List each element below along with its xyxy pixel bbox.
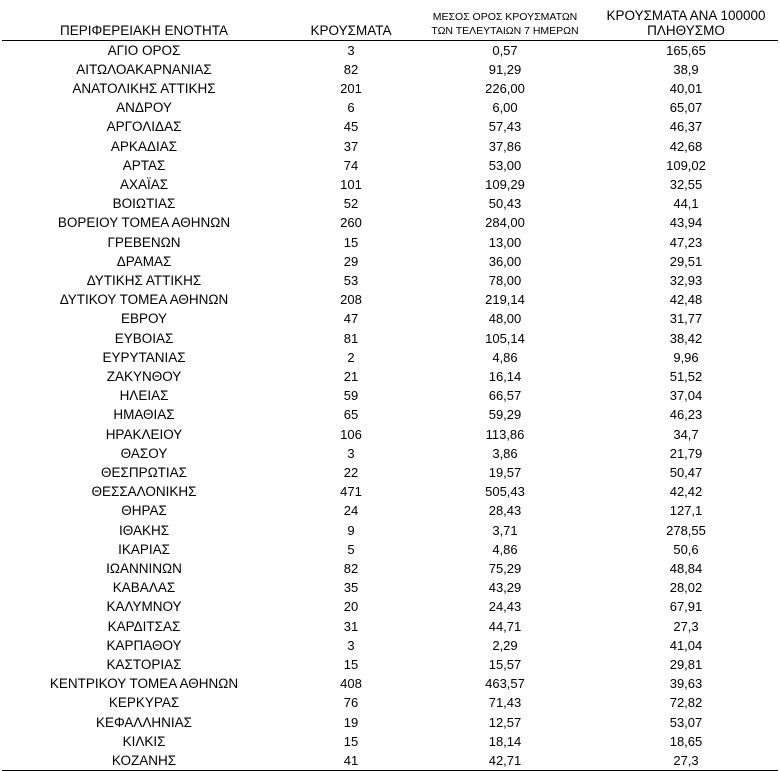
cell-per-100k: 109,02 (666, 157, 706, 173)
cell-cases: 3 (347, 42, 355, 58)
cell-avg: 37,86 (488, 138, 522, 154)
cell-cases: 408 (340, 676, 362, 692)
cell-cases: 47 (343, 311, 359, 327)
table-row (2, 655, 778, 674)
cell-per-100k: 46,23 (669, 407, 703, 423)
header-per-line2: ΠΛΗΘΥΣΜΟ (647, 22, 725, 38)
cell-per-100k: 38,42 (669, 330, 703, 346)
cell-region: ΑΡΓΟΛΙΔΑΣ (106, 119, 182, 135)
header-region (2, 0, 286, 40)
cell-avg: 4,86 (492, 349, 518, 365)
cell-region: ΕΥΡΥΤΑΝΙΑΣ (102, 349, 186, 365)
cell-avg: 66,57 (488, 388, 522, 404)
cell-avg: 226,00 (485, 80, 525, 96)
table-row (2, 674, 778, 693)
cell-per-100k: 165,65 (666, 42, 706, 58)
cell-cases: 2 (347, 349, 355, 365)
cell-per-100k: 9,96 (673, 349, 699, 365)
cell-cases: 101 (340, 176, 362, 192)
cell-per-100k: 34,7 (673, 426, 699, 442)
cell-avg: 0,57 (492, 42, 518, 58)
cell-cases: 52 (343, 196, 359, 212)
cell-per-100k: 38,9 (673, 61, 699, 77)
cell-region: ΙΚΑΡΙΑΣ (118, 541, 170, 557)
cell-cases: 41 (286, 751, 416, 771)
cell-per-100k: 42,68 (669, 138, 703, 154)
cell-avg: 75,29 (488, 560, 522, 576)
cell-avg: 16,14 (488, 368, 522, 384)
cell-cases: 21 (343, 368, 359, 384)
cell-per-100k: 46,37 (669, 119, 703, 135)
table-row (2, 137, 778, 156)
cell-cases: 37 (343, 138, 359, 154)
cell-avg: 105,14 (485, 330, 525, 346)
cell-avg: 109,29 (485, 176, 525, 192)
cell-avg: 15,57 (488, 657, 522, 672)
cell-region: ΘΕΣΣΑΛΟΝΙΚΗΣ (91, 484, 197, 500)
cell-per-100k: 42,48 (669, 292, 703, 308)
cell-region: ΚΑΒΑΛΑΣ (112, 580, 176, 596)
cell-cases: 3 (347, 637, 355, 653)
cell-per-100k: 29,81 (669, 657, 703, 672)
cell-per-100k: 48,84 (669, 560, 703, 576)
cell-cases: 35 (343, 580, 359, 596)
cell-region: ΕΥΒΟΙΑΣ (114, 330, 174, 346)
cell-region: ΚΕΡΚΥΡΑΣ (108, 695, 180, 711)
cell-avg: 28,43 (488, 503, 522, 519)
cell-avg: 505,43 (485, 484, 525, 500)
cell-region: ΗΜΑΘΙΑΣ (113, 407, 175, 423)
cell-region: ΚΟΖΑΝΗΣ (2, 751, 286, 771)
cell-per-100k: 37,04 (669, 388, 703, 404)
cell-cases: 29 (343, 253, 359, 269)
cell-per-100k: 278,55 (666, 522, 706, 538)
header-per-100k (594, 0, 778, 40)
cell-cases: 208 (340, 292, 362, 308)
cell-region: ΔΡΑΜΑΣ (116, 253, 172, 269)
cell-avg: 3,71 (492, 522, 518, 538)
cell-avg: 219,14 (485, 292, 525, 308)
cell-region: ΗΡΑΚΛΕΙΟΥ (105, 426, 183, 442)
table-row (2, 405, 778, 424)
cell-cases: 74 (343, 157, 359, 173)
cell-per-100k: 50,6 (673, 541, 699, 557)
table-row (2, 617, 778, 636)
cell-avg: 50,43 (488, 196, 522, 212)
header-row (2, 0, 778, 40)
cell-per-100k: 127,1 (669, 503, 703, 519)
cell-region: ΘΗΡΑΣ (121, 503, 167, 519)
cell-cases: 82 (343, 560, 359, 576)
cell-cases: 106 (340, 426, 362, 442)
cell-region: ΒΟΡΕΙΟΥ ΤΟΜΕΑ ΑΘΗΝΩΝ (57, 215, 231, 231)
cell-cases: 201 (340, 80, 362, 96)
cell-cases: 31 (343, 618, 359, 634)
cell-per-100k: 41,04 (669, 637, 703, 653)
cell-avg: 71,43 (488, 695, 522, 711)
cell-avg: 24,43 (488, 599, 522, 615)
cell-avg: 44,71 (488, 618, 522, 634)
table-row (2, 40, 778, 60)
cell-avg: 113,86 (485, 426, 525, 442)
cell-region: ΑΝΔΡΟΥ (116, 100, 172, 116)
cases-table (2, 0, 778, 771)
cell-region: ΕΒΡΟΥ (120, 311, 168, 327)
table-row (2, 482, 778, 501)
cell-region: ΘΑΣΟΥ (120, 445, 168, 461)
cell-avg: 36,00 (488, 253, 522, 269)
cell-avg: 91,29 (488, 61, 522, 77)
table-row (2, 386, 778, 405)
cell-avg: 59,29 (488, 407, 522, 423)
cell-region: ΖΑΚΥΝΘΟΥ (106, 368, 182, 384)
cell-cases: 260 (340, 215, 362, 231)
cell-region: ΑΙΤΩΛΟΑΚΑΡΝΑΝΙΑΣ (76, 61, 212, 77)
table-row (2, 98, 778, 117)
cell-cases: 53 (343, 272, 359, 288)
table-row (2, 559, 778, 578)
table-row (2, 636, 778, 655)
cell-cases: 82 (343, 61, 359, 77)
cell-cases: 471 (340, 484, 362, 500)
cell-region: ΚΙΛΚΙΣ (122, 733, 166, 749)
table-row (2, 271, 778, 290)
cell-region: ΗΛΕΙΑΣ (119, 388, 169, 404)
cell-cases: 9 (347, 522, 355, 538)
cell-cases: 81 (343, 330, 359, 346)
table-row (2, 60, 778, 79)
cell-avg: 57,43 (488, 119, 522, 135)
cell-cases: 19 (343, 714, 359, 730)
cell-region: ΑΡΚΑΔΙΑΣ (110, 138, 178, 154)
cell-per-100k: 21,79 (669, 445, 703, 461)
cell-per-100k: 44,1 (673, 196, 699, 212)
cell-region: ΙΘΑΚΗΣ (118, 522, 170, 538)
cell-region: ΚΑΣΤΟΡΙΑΣ (106, 657, 182, 672)
cell-per-100k: 29,51 (669, 253, 703, 269)
table-row (2, 463, 778, 482)
table-row (2, 501, 778, 520)
cell-avg: 12,57 (488, 714, 522, 730)
table-row (2, 348, 778, 367)
cell-region: ΔΥΤΙΚΗΣ ΑΤΤΙΚΗΣ (86, 272, 202, 288)
cell-region: ΙΩΑΝΝΙΝΩΝ (106, 560, 182, 576)
cell-cases: 20 (343, 599, 359, 615)
cell-per-100k: 50,47 (669, 464, 703, 480)
cell-cases: 76 (343, 695, 359, 711)
table-row (2, 751, 778, 771)
table-row (2, 693, 778, 712)
cell-per-100k: 27,3 (673, 618, 699, 634)
table-row (2, 79, 778, 98)
cell-region: ΒΟΙΩΤΙΑΣ (112, 196, 176, 212)
table-row (2, 309, 778, 328)
cell-cases: 45 (343, 119, 359, 135)
cell-per-100k: 31,77 (669, 311, 703, 327)
table-row (2, 425, 778, 444)
header-avg-line2: ΤΩΝ ΤΕΛΕΥΤΑΙΩΝ 7 ΗΜΕΡΩΝ (431, 24, 579, 37)
cell-per-100k: 18,65 (669, 733, 703, 749)
cell-region: ΚΕΦΑΛΛΗΝΙΑΣ (95, 714, 193, 730)
table-header (2, 0, 778, 40)
table-row (2, 540, 778, 559)
cell-region: ΚΑΛΥΜΝΟΥ (106, 599, 182, 615)
table-row (2, 117, 778, 136)
header-cases (286, 0, 416, 40)
cell-avg: 42,71 (416, 751, 594, 771)
cell-region: ΓΡΕΒΕΝΩΝ (107, 234, 181, 250)
cell-region: ΚΑΡΠΑΘΟΥ (106, 637, 182, 653)
table-row (2, 444, 778, 463)
cell-per-100k: 67,91 (669, 599, 703, 615)
cell-avg: 19,57 (488, 464, 522, 480)
cell-per-100k: 39,63 (669, 676, 703, 692)
header-region-label: ΠΕΡΙΦΕΡΕΙΑΚΗ ΕΝΟΤΗΤΑ (59, 22, 229, 38)
table-row (2, 290, 778, 309)
table-row (2, 213, 778, 232)
cell-avg: 6,00 (492, 100, 518, 116)
cell-avg: 463,57 (485, 676, 525, 692)
cell-cases: 3 (347, 445, 355, 461)
cell-avg: 3,86 (492, 445, 518, 461)
cell-per-100k: 43,94 (669, 215, 703, 231)
cell-region: ΑΓΙΟ ΟΡΟΣ (107, 42, 181, 58)
cell-avg: 43,29 (488, 580, 522, 596)
cell-avg: 78,00 (488, 272, 522, 288)
header-avg-line1: ΜΕΣΟΣ ΟΡΟΣ ΚΡΟΥΣΜΑΤΩΝ (432, 10, 578, 23)
cell-cases: 24 (343, 503, 359, 519)
header-per-line1: ΚΡΟΥΣΜΑΤΑ ΑΝΑ 100000 (606, 7, 766, 23)
table-row (2, 233, 778, 252)
cell-region: ΚΕΝΤΡΙΚΟΥ ΤΟΜΕΑ ΑΘΗΝΩΝ (49, 676, 239, 692)
cell-cases: 22 (343, 464, 359, 480)
cell-avg: 4,86 (492, 541, 518, 557)
cell-per-100k: 72,82 (669, 695, 703, 711)
cell-cases: 6 (347, 100, 355, 116)
cell-avg: 48,00 (488, 311, 522, 327)
cell-per-100k: 28,02 (669, 580, 703, 596)
table-row (2, 175, 778, 194)
cell-per-100k: 47,23 (669, 234, 703, 250)
cell-per-100k: 53,07 (669, 714, 703, 730)
table-row (2, 252, 778, 271)
cell-per-100k: 32,55 (669, 176, 703, 192)
cell-per-100k: 42,42 (669, 484, 703, 500)
cell-region: ΑΡΤΑΣ (122, 157, 166, 173)
cell-per-100k: 40,01 (669, 80, 703, 96)
table-row (2, 367, 778, 386)
table-row (2, 713, 778, 732)
cell-cases: 59 (343, 388, 359, 404)
cell-cases: 5 (347, 541, 355, 557)
cell-avg: 53,00 (488, 157, 522, 173)
table-row (2, 329, 778, 348)
table-row (2, 156, 778, 175)
table-body (2, 40, 778, 771)
cell-avg: 18,14 (488, 733, 522, 749)
cell-cases: 15 (343, 733, 359, 749)
table-row (2, 194, 778, 213)
cell-region: ΘΕΣΠΡΩΤΙΑΣ (100, 464, 188, 480)
cell-cases: 15 (343, 657, 359, 672)
cell-per-100k: 32,93 (669, 272, 703, 288)
table-row (2, 578, 778, 597)
table-row (2, 521, 778, 540)
cell-region: ΑΝΑΤΟΛΙΚΗΣ ΑΤΤΙΚΗΣ (72, 80, 216, 96)
header-avg (416, 0, 594, 40)
header-cases-label: ΚΡΟΥΣΜΑΤΑ (310, 22, 392, 38)
cell-per-100k: 65,07 (669, 100, 703, 116)
cell-cases: 65 (343, 407, 359, 423)
cell-avg: 284,00 (485, 215, 525, 231)
cell-region: ΚΑΡΔΙΤΣΑΣ (107, 618, 181, 634)
cell-avg: 2,29 (492, 637, 518, 653)
cell-avg: 13,00 (488, 234, 522, 250)
cell-cases: 15 (343, 234, 359, 250)
table-row (2, 732, 778, 751)
cell-per-100k: 27,3 (594, 751, 778, 771)
cell-region: ΔΥΤΙΚΟΥ ΤΟΜΕΑ ΑΘΗΝΩΝ (59, 292, 229, 308)
cell-region: ΑΧΑΪΑΣ (119, 176, 169, 192)
table-row (2, 597, 778, 616)
cell-per-100k: 51,52 (669, 368, 703, 384)
